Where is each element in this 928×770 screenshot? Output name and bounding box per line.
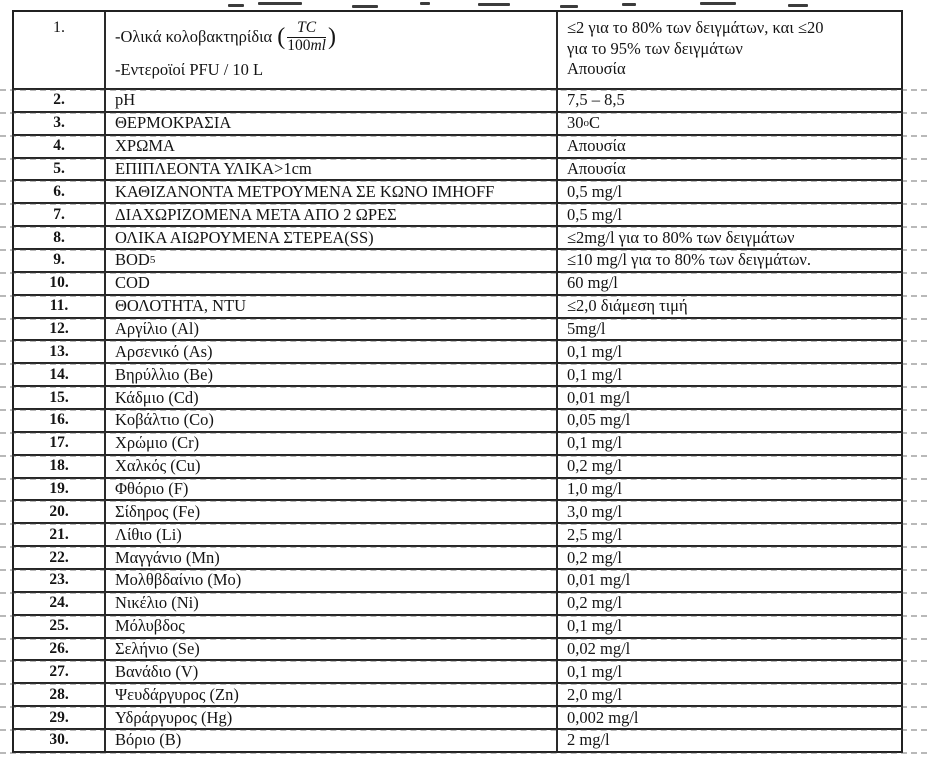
parameter-cell: [106, 296, 558, 317]
parameter-cell: [106, 684, 558, 705]
limit-value: 0,05 mg/l: [567, 410, 631, 430]
parameter-subscript: 5: [149, 254, 156, 267]
open-paren: (: [277, 23, 286, 50]
limit-value: 0,1 mg/l: [567, 341, 623, 361]
scan-artifact: [788, 4, 808, 7]
parameter-name: Βόριο (B): [115, 730, 182, 750]
parameter-cell: [106, 639, 558, 660]
row-number: 24.: [49, 594, 69, 612]
table-row: [14, 639, 901, 662]
row-number: 15.: [49, 388, 69, 406]
table-row: [14, 341, 901, 364]
parameter-name: ΔΙΑΧΩΡΙΖΟΜΕΝΑ ΜΕΤΑ ΑΠΟ 2 ΩΡΕΣ: [115, 204, 397, 224]
table-row: [14, 136, 901, 159]
parameter-cell: [106, 593, 558, 614]
limit-value: 0,002 mg/l: [567, 707, 639, 727]
limit-value: 0,02 mg/l: [567, 638, 631, 658]
value-cell: [558, 707, 901, 728]
row-number: 20.: [49, 502, 69, 520]
value-cell: [558, 661, 901, 682]
table-row: [14, 113, 901, 136]
parameter-name: Λίθιο (Li): [115, 524, 182, 544]
value-cell: [558, 136, 901, 157]
scan-artifact: [228, 4, 244, 7]
limit-value-line1: ≤2 για το 80% των δειγμάτων, και ≤20: [567, 18, 824, 37]
row-number: 5.: [53, 160, 65, 177]
scan-artifact: [478, 3, 510, 6]
limit-value: 0,01 mg/l: [567, 570, 631, 590]
table-row: [14, 616, 901, 639]
table-row: [14, 387, 901, 410]
table-row: [14, 661, 901, 684]
table-row: [14, 479, 901, 502]
row-number-cell: [14, 433, 106, 454]
value-cell: [558, 524, 901, 545]
row-number: 11.: [49, 297, 69, 315]
parameter-cell: [106, 501, 558, 522]
scan-artifact: [420, 2, 430, 5]
table-row: [14, 593, 901, 616]
row-number: 14.: [49, 365, 69, 383]
parameter-cell: [106, 479, 558, 500]
value-cell: [558, 593, 901, 614]
parameter-name: -Ολικά κολοβακτηρίδια: [115, 26, 273, 46]
value-cell: [558, 204, 901, 225]
row-number: 1.: [53, 19, 65, 36]
table-row: [14, 12, 901, 90]
table-row: [14, 204, 901, 227]
parameter-name: Φθόριο (F): [115, 478, 189, 498]
value-cell: [558, 547, 901, 568]
parameter-name: Βανάδιο (V): [115, 661, 199, 681]
row-number-cell: [14, 639, 106, 660]
limit-value: 2,5 mg/l: [567, 524, 623, 544]
row-number: 16.: [49, 411, 69, 429]
row-number-cell: [14, 90, 106, 111]
limit-value: 0,01 mg/l: [567, 387, 631, 407]
limit-value: 0,5 mg/l: [567, 204, 623, 224]
parameter-name: ΧΡΩΜΑ: [115, 136, 175, 156]
table-row: [14, 707, 901, 730]
parameter-name: Χρώμιο (Cr): [115, 433, 200, 453]
row-number-cell: [14, 227, 106, 248]
parameter-cell: [106, 661, 558, 682]
parameter-cell: [106, 273, 558, 294]
parameter-name: BOD: [115, 250, 150, 270]
parameter-name: ΚΑΘΙΖΑΝΟΝΤΑ ΜΕΤΡΟΥΜΕΝΑ ΣΕ ΚΩΝΟ IMHOFF: [115, 181, 495, 201]
limit-value: 2,0 mg/l: [567, 684, 623, 704]
parameter-name: ΘΟΛΟΤΗΤΑ, NTU: [115, 296, 247, 316]
table-row: [14, 524, 901, 547]
value-cell: [558, 364, 901, 385]
parameter-cell: [106, 12, 558, 88]
row-number-cell: [14, 616, 106, 637]
scan-artifact: [700, 2, 736, 5]
parameter-cell: [106, 433, 558, 454]
parameter-name: Νικέλιο (Ni): [115, 593, 199, 613]
row-number-cell: [14, 410, 106, 431]
parameter-name: Μαγγάνιο (Mn): [115, 547, 220, 567]
scan-artifact: [560, 5, 578, 8]
row-number: 10.: [49, 274, 69, 292]
row-number-cell: [14, 387, 106, 408]
limit-value: 0,2 mg/l: [567, 456, 623, 476]
table-row: [14, 501, 901, 524]
parameter-name: Βηρύλλιο (Be): [115, 364, 213, 384]
value-cell: [558, 227, 901, 248]
row-number-cell: [14, 456, 106, 477]
row-number-cell: [14, 730, 106, 751]
parameter-cell: [106, 387, 558, 408]
row-number-cell: [14, 296, 106, 317]
value-cell: [558, 730, 901, 751]
value-cell: [558, 273, 901, 294]
row-number: 7.: [53, 205, 65, 223]
row-number-cell: [14, 250, 106, 271]
parameter-line-enteroviruses: -Εντεροϊοί PFU / 10 L: [115, 59, 264, 79]
row-number: 30.: [49, 731, 69, 749]
value-cell: [558, 479, 901, 500]
row-number-cell: [14, 501, 106, 522]
parameter-cell: [106, 227, 558, 248]
parameter-name: ΕΠΙΠΛΕΟΝΤΑ ΥΛΙΚΑ>1cm: [115, 158, 312, 178]
parameter-name: COD: [115, 273, 150, 293]
row-number-cell: [14, 570, 106, 591]
parameter-name: ΟΛΙΚΑ ΑΙΩΡΟΥΜΕΝΑ ΣΤΕΡΕΑ(SS): [115, 227, 374, 247]
scan-artifact: [622, 3, 636, 6]
limit-value: 0,2 mg/l: [567, 547, 623, 567]
limit-value-pre: 30: [567, 113, 584, 133]
limit-value: Απουσία: [567, 136, 626, 156]
row-number: 29.: [49, 708, 69, 726]
parameter-name: Μόλυβδος: [115, 616, 185, 636]
tc-per-100ml-fraction: [287, 20, 326, 54]
value-cell: [558, 181, 901, 202]
row-number: 28.: [49, 685, 69, 703]
value-cell: [558, 684, 901, 705]
limit-value: 0,1 mg/l: [567, 616, 623, 636]
row-number: 8.: [53, 228, 65, 246]
value-cell: [558, 410, 901, 431]
parameter-cell: [106, 707, 558, 728]
parameter-cell: [106, 341, 558, 362]
parameter-name: Σίδηρος (Fe): [115, 501, 201, 521]
parameter-cell: [106, 204, 558, 225]
value-cell: [558, 90, 901, 111]
table-row: [14, 90, 901, 113]
row-number: 3.: [53, 114, 65, 132]
parameter-name: Ψευδάργυρος (Zn): [115, 684, 239, 704]
value-cell: [558, 501, 901, 522]
table-row: [14, 684, 901, 707]
value-cell: [558, 639, 901, 660]
value-cell: [558, 159, 901, 180]
row-number: 27.: [49, 662, 69, 680]
row-number-cell: [14, 113, 106, 134]
limit-value: 3,0 mg/l: [567, 501, 623, 521]
parameter-line-coliforms: [115, 20, 337, 54]
value-cell: [558, 433, 901, 454]
row-number: 19.: [49, 480, 69, 498]
limit-value: 5mg/l: [567, 318, 606, 338]
row-number: 23.: [49, 571, 69, 589]
parameter-cell: [106, 159, 558, 180]
scan-artifact: [352, 5, 378, 8]
parameter-name: pH: [115, 90, 136, 110]
row-number: 4.: [53, 137, 65, 155]
table-row: [14, 730, 901, 751]
value-cell: [558, 113, 901, 134]
parameter-cell: [106, 136, 558, 157]
row-number-cell: [14, 547, 106, 568]
parameter-cell: [106, 364, 558, 385]
limit-value-superscript: o: [583, 117, 589, 130]
limit-value-line2: για το 95% των δειγμάτων: [567, 38, 743, 58]
limit-value: ≤2mg/l για το 80% των δειγμάτων: [567, 227, 795, 247]
row-number-cell: [14, 12, 106, 88]
parameter-name: Κοβάλτιο (Co): [115, 410, 214, 430]
parameter-name: Αρσενικό (As): [115, 341, 213, 361]
value-cell: [558, 319, 901, 340]
limit-value: 0,5 mg/l: [567, 181, 623, 201]
value-cell: [558, 456, 901, 477]
table-row: [14, 319, 901, 342]
table-row: [14, 433, 901, 456]
value-cell: [558, 570, 901, 591]
row-number-cell: [14, 479, 106, 500]
table-row: [14, 570, 901, 593]
limit-value: 0,1 mg/l: [567, 433, 623, 453]
table-row: [14, 227, 901, 250]
value-cell: [558, 12, 901, 88]
row-number-cell: [14, 159, 106, 180]
table-row: [14, 364, 901, 387]
parameter-cell: [106, 547, 558, 568]
row-number-cell: [14, 684, 106, 705]
row-number: 18.: [49, 457, 69, 475]
row-number: 2.: [53, 91, 65, 109]
row-number-cell: [14, 341, 106, 362]
limit-value: 60 mg/l: [567, 273, 618, 293]
limit-value: 2 mg/l: [567, 730, 610, 750]
limit-value: Απουσία: [567, 158, 626, 178]
row-number-cell: [14, 136, 106, 157]
row-number: 21.: [49, 525, 69, 543]
row-number: 12.: [49, 320, 69, 338]
limit-value: 0,1 mg/l: [567, 661, 623, 681]
limit-value: ≤2,0 διάμεση τιμή: [567, 296, 688, 316]
value-cell: [558, 250, 901, 271]
row-number-cell: [14, 181, 106, 202]
limit-value: 0,1 mg/l: [567, 364, 623, 384]
parameter-name: Αργίλιο (Al): [115, 318, 199, 338]
row-number: 25.: [49, 617, 69, 635]
fraction-denominator: 100ml: [287, 36, 326, 54]
parameter-cell: [106, 181, 558, 202]
parameter-name: Χαλκός (Cu): [115, 456, 201, 476]
close-paren: ): [327, 23, 336, 50]
parameter-cell: [106, 90, 558, 111]
limit-value: 0,2 mg/l: [567, 593, 623, 613]
parameter-cell: [106, 570, 558, 591]
value-cell: [558, 616, 901, 637]
limit-value: 1,0 mg/l: [567, 478, 623, 498]
value-cell: [558, 341, 901, 362]
limit-value-post: C: [589, 113, 601, 133]
row-number-cell: [14, 364, 106, 385]
parameter-cell: [106, 456, 558, 477]
row-number: 26.: [49, 640, 69, 658]
table-row: [14, 273, 901, 296]
parameter-cell: [106, 730, 558, 751]
table-row: [14, 547, 901, 570]
parameter-cell: [106, 410, 558, 431]
fraction-numerator: TC: [297, 19, 317, 36]
table-row: [14, 296, 901, 319]
row-number-cell: [14, 524, 106, 545]
row-number-cell: [14, 319, 106, 340]
parameter-name: Μολθβδαίνιο (Mo): [115, 570, 242, 590]
row-number: 9.: [53, 251, 65, 269]
parameter-cell: [106, 524, 558, 545]
table-row: [14, 410, 901, 433]
limit-value: ≤10 mg/l για το 80% των δειγμάτων.: [567, 250, 812, 270]
parameter-cell: [106, 319, 558, 340]
row-number: 6.: [53, 182, 65, 200]
scan-artifact: [258, 2, 302, 5]
value-cell: [558, 387, 901, 408]
table-row: [14, 159, 901, 182]
parameter-cell: [106, 250, 558, 271]
row-number-cell: [14, 204, 106, 225]
parameter-name: Σελήνιο (Se): [115, 638, 200, 658]
parameter-name: Κάδμιο (Cd): [115, 387, 199, 407]
table-row: [14, 456, 901, 479]
parameter-cell: [106, 113, 558, 134]
limit-value: 7,5 – 8,5: [567, 90, 625, 110]
value-cell: [558, 296, 901, 317]
table-row: [14, 181, 901, 204]
row-number: 17.: [49, 434, 69, 452]
parameter-cell: [106, 616, 558, 637]
table-row: [14, 250, 901, 273]
row-number-cell: [14, 593, 106, 614]
row-number-cell: [14, 661, 106, 682]
row-number-cell: [14, 707, 106, 728]
row-number: 22.: [49, 548, 69, 566]
row-number: 13.: [49, 342, 69, 360]
parameter-name: Υδράργυρος (Hg): [115, 707, 233, 727]
row-number-cell: [14, 273, 106, 294]
water-quality-limits-table: [12, 10, 903, 753]
parameter-name: ΘΕΡΜΟΚΡΑΣΙΑ: [115, 113, 232, 133]
limit-value-line3: Απουσία: [567, 59, 626, 79]
